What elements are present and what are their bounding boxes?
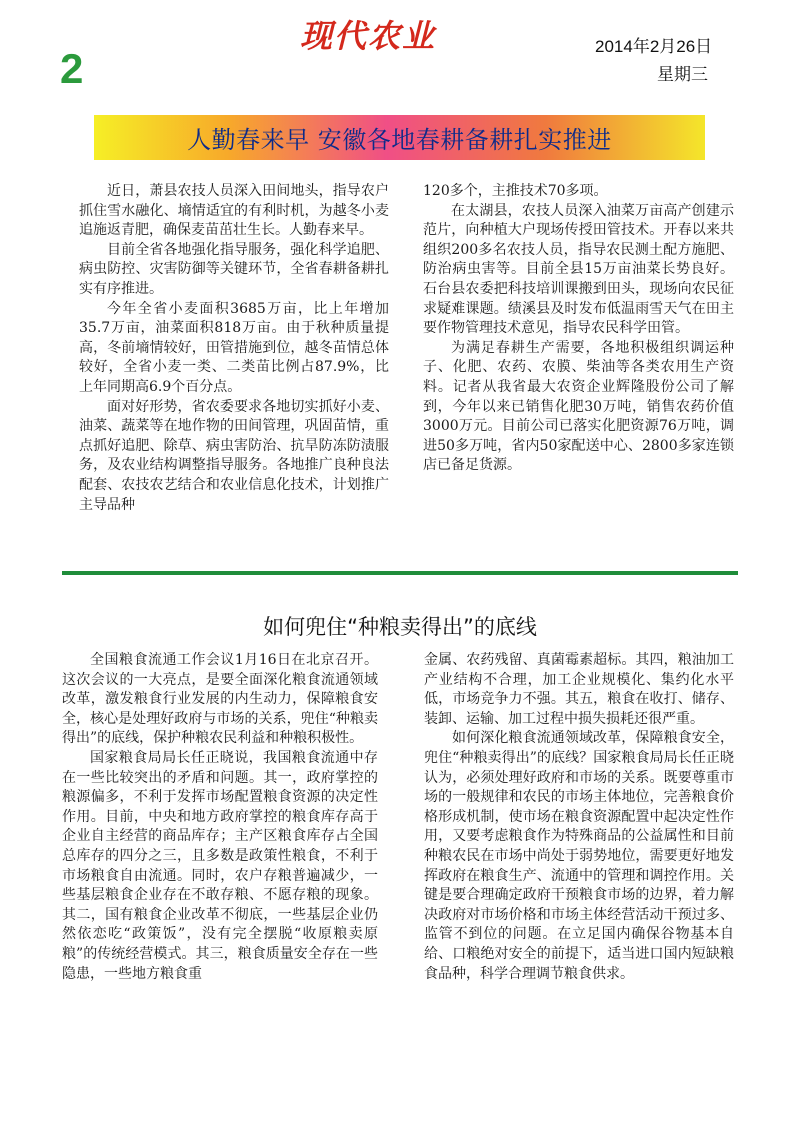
paragraph-continued: 120多个，主推技术70多项。 — [423, 183, 608, 199]
paragraph-continued: 金属、农药残留、真菌霉素超标。其四，粮油加工产业结构不合理，加工企业规模化、集约化水平低，市场竞争力不强。其五，粮食在收打、储存、装卸、运输、加工过程中损失损耗还很严重。 — [424, 652, 734, 727]
page-number: 2 — [60, 45, 84, 92]
article1-title: 人勤春来早 安徽各地春耕备耕扎实推进 — [187, 126, 612, 154]
paragraph: 全国粮食流通工作会议1月16日在北京召开。这次会议的一大亮点，是要全面深化粮食流通领域改革，激发粮食行业发展的内生动力，保障粮食安全，核心是处理好政府与市场的关系，兜住“种粮卖得出”的底线，保护种粮农民利益和种粮积极性。 — [62, 652, 378, 747]
issue-date: 2014年2月26日 — [595, 37, 713, 56]
paragraph: 国家粮食局局长任正晓说，我国粮食流通中存在一些比较突出的矛盾和问题。其一，政府掌控的粮源偏多，不利于发挥市场配置粮食资源的决定性作用。目前，中央和地方政府掌控的粮食库存高于企业自主经营的商品库存；主产区粮食库存占全国总库存的四分之三，且多数是政策性粮食，不利于市场粮食自由流通。同时，农户存粮普遍减少，一些基层粮食企业存在不敢存粮、不愿存粮的现象。其二，国有粮食企业改革不彻底，一些基层企业仍然依恋吃“政策饭”，没有完全摆脱“收原粮卖原粮”的传统经营模式。其三，粮食质量安全存在一些隐患，一些地方粮食重 — [62, 749, 378, 982]
article1-column-left — [79, 182, 389, 515]
paragraph: 目前全省各地强化指导服务，强化科学追肥、病虫防控、灾害防御等关键环节，全省春耕备耕扎实有序推进。 — [79, 241, 389, 297]
article2-title: 如何兜住“种粮卖得出”的底线 — [263, 615, 537, 639]
paragraph: 为满足春耕生产需要，各地积极组织调运种子、化肥、农药、农膜、柴油等各类农用生产资料。记者从我省最大农资企业辉隆股份公司了解到，今年以来已销售化肥30万吨，销售农药价值3000万元。目前公司已落实化肥资源76万吨，调进50多万吨，省内50家配送中心、2800多家连锁店已备足货源。 — [423, 339, 734, 474]
paragraph: 如何深化粮食流通领域改革，保障粮食安全，兜住“种粮卖得出”的底线？国家粮食局局长任正晓认为，必须处理好政府和市场的关系。既要尊重市场的一般规律和农民的市场主体地位，完善粮食价格形成机制，使市场在粮食资源配置中起决定性作用，又要考虑粮食作为特殊商品的公益属性和目前种粮农民在市场中尚处于弱势地位，需要更好地发挥政府在粮食生产、流通中的管理和调控作用。关键是要合理确定政府干预粮食市场的边界，着力解决政府对市场价格和市场主体经营活动干预过多、监管不到位的问题。在立足国内确保谷物基本自给、口粮绝对安全的前提下，适当进口国内短缺粮食品种，科学合理调节粮食供求。 — [424, 730, 734, 982]
paragraph: 今年全省小麦面积3685万亩，比上年增加35.7万亩，油菜面积818万亩。由于秋种质量提高，冬前墒情较好，田管措施到位，越冬苗情总体较好，全省小麦一类、二类苗比例占87.9%，比上年同期高6.9个百分点。 — [79, 300, 389, 395]
section-divider — [62, 571, 738, 575]
article2-column-right — [424, 651, 734, 984]
paragraph: 近日，萧县农技人员深入田间地头，指导农户抓住雪水融化、墒情适宜的有利时机，为越冬小麦追施返青肥，确保麦苗茁壮生长。人勤春来早。 — [79, 183, 389, 239]
issue-weekday: 星期三 — [657, 65, 708, 84]
article2-column-left — [62, 651, 378, 984]
masthead-title: 现代农业 — [300, 17, 437, 55]
paragraph: 面对好形势，省农委要求各地切实抓好小麦、油菜、蔬菜等在地作物的田间管理，巩固苗情，重点抓好追肥、除草、病虫害防治、抗旱防冻防渍服务，及农业结构调整指导服务。各地推广良种良法配套、农技农艺结合和农业信息化技术，计划推广主导品种 — [79, 398, 389, 513]
paragraph: 在太湖县，农技人员深入油菜万亩高产创建示范片，向种植大户现场传授田管技术。开春以来共组织200多名农技人员，指导农民测土配方施肥、防治病虫害等。目前全县15万亩油菜长势良好。石台县农委把科技培训课搬到田头，现场向农民征求疑难课题。绩溪县及时发布低温雨雪天气在田主要作物管理技术意见，指导农民科学田管。 — [423, 202, 734, 337]
headline-banner — [94, 115, 705, 160]
article1-column-right — [423, 182, 734, 476]
